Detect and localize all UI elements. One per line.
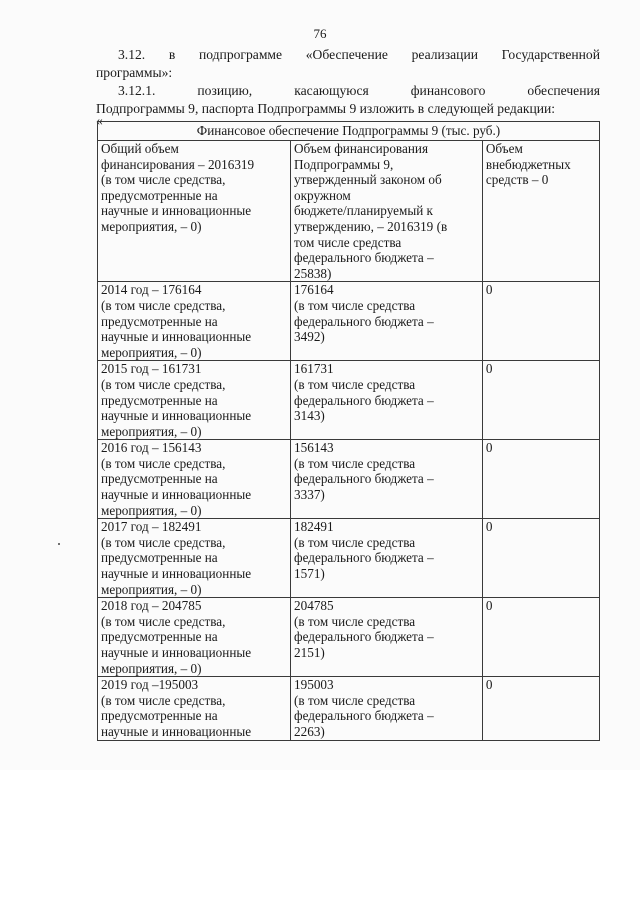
table-cell: 2016 год – 156143 (в том числе средства, предусмотренные на научные и инновационные мероприятия, – 0) (98, 440, 291, 519)
paragraph-3-12-line-1: 3.12. в подпрограмме «Обеспечение реализации Государственной (118, 47, 600, 62)
table-row (98, 440, 600, 519)
financing-table (97, 121, 600, 741)
table-cell: 2019 год –195003 (в том числе средства, предусмотренные на научные и инновационные (98, 677, 291, 740)
table-cell: 176164 (в том числе средства федерального бюджета – 3492) (291, 282, 483, 361)
table-title: Финансовое обеспечение Подпрограммы 9 (тыс. руб.) (98, 122, 600, 141)
table-row (98, 598, 600, 677)
table-title-row (98, 122, 600, 141)
table-cell: 2014 год – 176164 (в том числе средства, предусмотренные на научные и инновационные мероприятия, – 0) (98, 282, 291, 361)
quote-open-mark: « (96, 113, 103, 128)
paragraph-3-12-1-line-1: 3.12.1. позицию, касающуюся финансового обеспечения (118, 83, 600, 98)
table-cell: 0 (482, 598, 599, 677)
table-row (98, 519, 600, 598)
table-cell: 0 (482, 677, 599, 740)
paragraph-3-12-line-2: программы»: (96, 65, 173, 80)
table-cell: 2018 год – 204785 (в том числе средства, предусмотренные на научные и инновационные мероприятия, – 0) (98, 598, 291, 677)
table-cell: 182491 (в том числе средства федерального бюджета – 1571) (291, 519, 483, 598)
table-cell: 156143 (в том числе средства федерального бюджета – 3337) (291, 440, 483, 519)
table-row (98, 677, 600, 740)
table-cell: Объем финансирования Подпрограммы 9, утвержденный законом об окружном бюджете/планируемый к утверждению, – 2016319 (в том числе средства федерального бюджета – 25838) (291, 141, 483, 282)
table-cell: 0 (482, 519, 599, 598)
table-summary-row (98, 141, 600, 282)
table-cell: 195003 (в том числе средства федерального бюджета – 2263) (291, 677, 483, 740)
table-cell: 161731 (в том числе средства федерального бюджета – 3143) (291, 361, 483, 440)
table-row (98, 282, 600, 361)
table-cell: 0 (482, 440, 599, 519)
table-cell: 2015 год – 161731 (в том числе средства, предусмотренные на научные и инновационные мероприятия, – 0) (98, 361, 291, 440)
table-cell: 0 (482, 361, 599, 440)
table-cell: Общий объем финансирования – 2016319 (в том числе средства, предусмотренные на научные и инновационные мероприятия, – 0) (98, 141, 291, 282)
table-row (98, 361, 600, 440)
paragraph-3-12-1-line-2: Подпрограммы 9, паспорта Подпрограммы 9 изложить в следующей редакции: (96, 101, 556, 116)
table-cell: 0 (482, 282, 599, 361)
table-cell: Объем внебюджетных средств – 0 (482, 141, 599, 282)
table-cell: 2017 год – 182491 (в том числе средства, предусмотренные на научные и инновационные мероприятия, – 0) (98, 519, 291, 598)
scan-speck (58, 543, 60, 545)
table-cell: 204785 (в том числе средства федерального бюджета – 2151) (291, 598, 483, 677)
scan-background (0, 770, 640, 905)
page-number: 76 (313, 26, 327, 41)
